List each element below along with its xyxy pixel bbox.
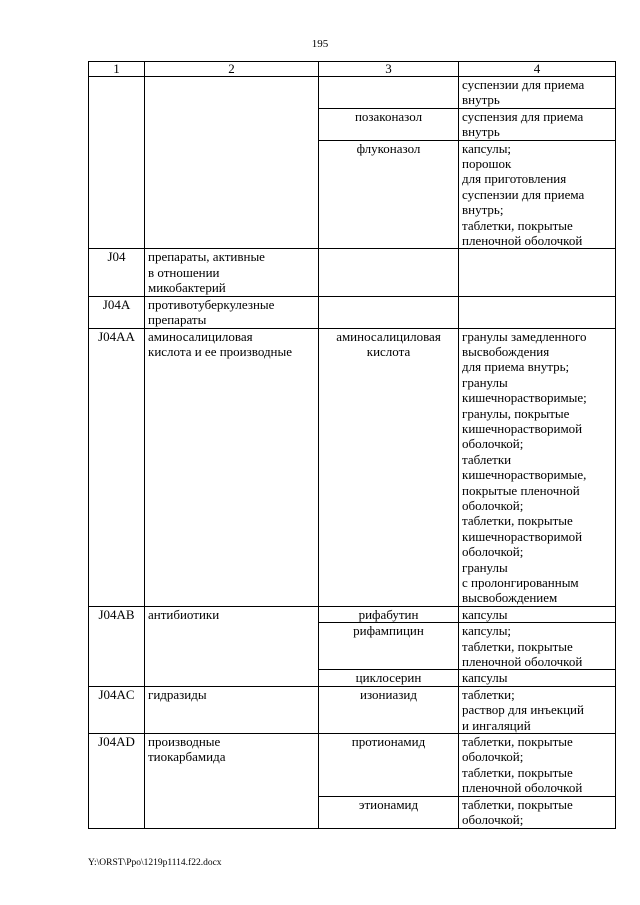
drug-name-cell: аминосалициловая кислота [319, 328, 459, 606]
drug-name-cell: изониазид [319, 686, 459, 733]
dosage-form-cell: таблетки, покрытые оболочкой; таблетки, покрытые пленочной оболочкой [459, 734, 616, 797]
atc-code-cell: J04 [89, 249, 145, 296]
group-name-cell: антибиотики [145, 606, 319, 686]
drug-name-cell: циклосерин [319, 670, 459, 686]
drug-name-cell [319, 77, 459, 109]
dosage-form-cell: капсулы; таблетки, покрытые пленочной оболочкой [459, 623, 616, 670]
atc-code-cell: J04AB [89, 606, 145, 686]
drug-name-cell [319, 296, 459, 328]
dosage-form-cell: суспензия для приема внутрь [459, 108, 616, 140]
group-name-cell [145, 77, 319, 249]
dosage-form-cell: капсулы [459, 606, 616, 622]
table-row [89, 296, 616, 328]
group-name-cell: производные тиокарбамида [145, 734, 319, 828]
page-number: 195 [311, 38, 329, 50]
atc-code-cell: J04A [89, 296, 145, 328]
atc-code-cell: J04AC [89, 686, 145, 733]
drug-name-cell: позаконазол [319, 108, 459, 140]
drug-name-cell: протионамид [319, 734, 459, 797]
footer-file-path: Y:\ORST\Ppo\1219p1114.f22.docx [88, 858, 222, 868]
drug-classification-table [88, 61, 616, 829]
table-row [89, 328, 616, 606]
group-name-cell: противотуберкулезные препараты [145, 296, 319, 328]
atc-code-cell: J04AD [89, 734, 145, 828]
table-row [89, 77, 616, 109]
header-col-1: 1 [89, 62, 145, 77]
group-name-cell: гидразиды [145, 686, 319, 733]
drug-name-cell: этионамид [319, 796, 459, 828]
drug-name-cell: рифабутин [319, 606, 459, 622]
table-row [89, 686, 616, 733]
dosage-form-cell: суспензии для приема внутрь [459, 77, 616, 109]
dosage-form-cell [459, 249, 616, 296]
group-name-cell: аминосалициловая кислота и ее производные [145, 328, 319, 606]
header-col-4: 4 [459, 62, 616, 77]
header-col-2: 2 [145, 62, 319, 77]
atc-code-cell [89, 77, 145, 249]
dosage-form-cell: таблетки; раствор для инъекций и ингаляций [459, 686, 616, 733]
dosage-form-cell: гранулы замедленного высвобождения для приема внутрь; гранулы кишечнорастворимые; гранулы, покрытые кишечнорастворимой оболочкой; таблетки кишечнорастворимые, покрытые пленочной оболочкой; таблетки, покрытые кишечнорастворимой оболочкой; гранулы с пролонгированным высвобождением [459, 328, 616, 606]
table-row [89, 606, 616, 622]
dosage-form-cell: таблетки, покрытые оболочкой; [459, 796, 616, 828]
dosage-form-cell [459, 296, 616, 328]
dosage-form-cell: капсулы [459, 670, 616, 686]
atc-code-cell: J04AA [89, 328, 145, 606]
drug-name-cell: рифампицин [319, 623, 459, 670]
table-row [89, 249, 616, 296]
drug-name-cell: флуконазол [319, 140, 459, 249]
table-header-row [89, 62, 616, 77]
drug-name-cell [319, 249, 459, 296]
table-row [89, 734, 616, 797]
dosage-form-cell: капсулы; порошок для приготовления суспензии для приема внутрь; таблетки, покрытые пленочной оболочкой [459, 140, 616, 249]
header-col-3: 3 [319, 62, 459, 77]
group-name-cell: препараты, активные в отношении микобактерий [145, 249, 319, 296]
